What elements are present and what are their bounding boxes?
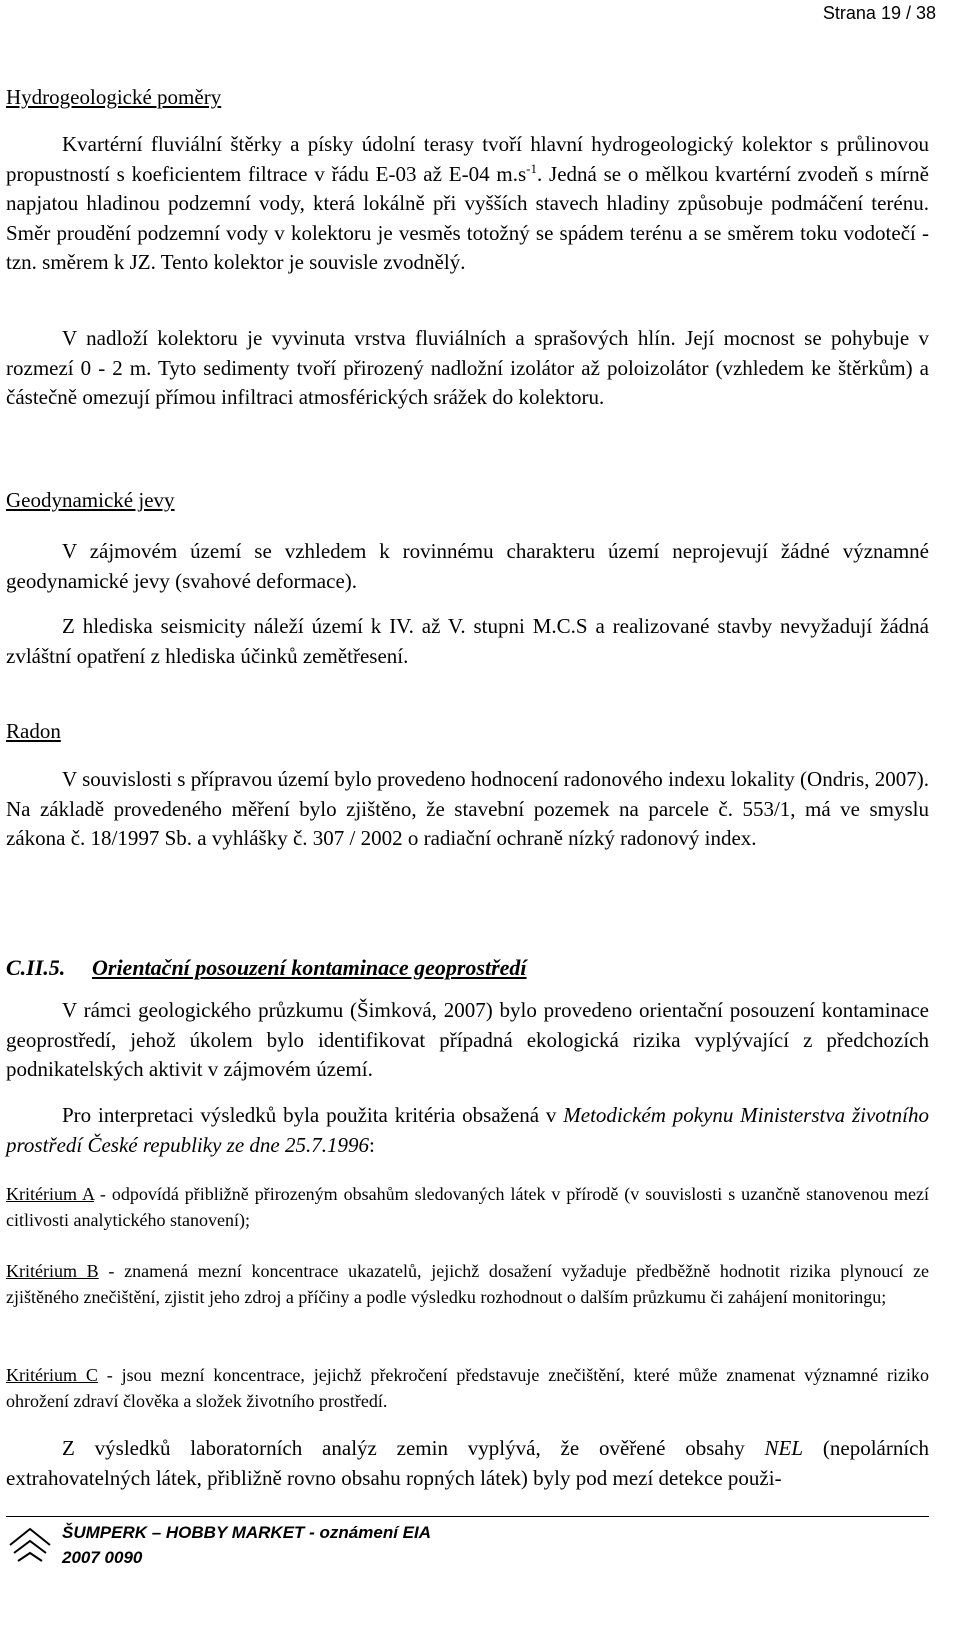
footer-divider [6, 1516, 929, 1517]
page-number: Strana 19 / 38 [822, 3, 936, 23]
paragraph-radon: V souvislosti s přípravou území bylo provedeno hodnocení radonového indexu lokality (Ondris, 2007). Na základě provedeného měření bylo zjištěno, že stavební pozemek na parcele č. 553/1, má ve smyslu zákona č. 18/1997 Sb. a vyhlášky č. 307 / 2002 o radiační ochraně nízký radonový index. [6, 767, 929, 850]
chapter-title: Orientační posouzení kontaminace geoprostředí [92, 955, 527, 980]
criterion-c: Kritérium C - jsou mezní koncentrace, jejichž překročení představuje znečištění, které může znamenat významné riziko ohrožení zdraví člověka a složek životního prostředí. [6, 1365, 929, 1411]
footer-title: ŠUMPERK – HOBBY MARKET - oznámení EIA [62, 1523, 432, 1542]
paragraph-hydrogeology-2: V nadloží kolektoru je vyvinuta vrstva fluviálních a sprašových hlín. Její mocnost se pohybuje v rozmezí 0 - 2 m. Tyto sedimenty tvoří přirozený nadložní izolátor až poloizolátor (vzhledem ke štěrkům) a částečně omezují přímou infiltraci atmosférických srážek do kolektoru. [6, 326, 929, 409]
criterion-c-label: Kritérium C [6, 1365, 98, 1385]
criterion-a-label: Kritérium A [6, 1184, 94, 1204]
criterion-a: Kritérium A - odpovídá přibližně přirozeným obsahům sledovaných látek v přírodě (v souvislosti s uzančně stanovenou mezí citlivosti analytického stanovení); [6, 1184, 930, 1230]
section-heading-geodynamics: Geodynamické jevy [6, 488, 175, 512]
paragraph-hydrogeology-1: Kvartérní fluviální štěrky a písky údolní terasy tvoří hlavní hydrogeologický kolektor s průlinovou propustností s koeficientem filtrace v řádu E-03 až E-04 $m.s^{-1}$. Jedná se o mělkou kvartérní zvodeň s mírně napjatou hladinou podzemní vody, která lokálně při vyšších stavech hladiny způsobuje podmáčení terénu. Směr proudění podzemní vody v kolektoru je vesměs totožný se spádem terénu a se směrem toku vodotečí - tzn. směrem k JZ. Tento kolektor je souvisle zvodnělý. [6, 132, 929, 274]
chapter-heading [6, 955, 527, 981]
paragraph-contamination-2: Pro interpretaci výsledků byla použita kritéria obsažená v Metodickém pokynu Ministerstva životního prostředí České republiky ze dne 25.7.1996: [6, 1103, 929, 1157]
footer [62, 1520, 431, 1570]
section-heading-hydrogeology: Hydrogeologické poměry [6, 85, 222, 109]
company-logo-icon [6, 1521, 54, 1567]
paragraph-geodynamics-2: Z hlediska seismicity náleží území k IV. až V. stupni M.C.S a realizované stavby nevyžadují žádná zvláštní opatření z hlediska účinků zemětřesení. [6, 614, 929, 668]
criterion-b-label: Kritérium B [6, 1261, 99, 1281]
paragraph-geodynamics-1: V zájmovém území se vzhledem k rovinnému charakteru území neprojevují žádné významné geodynamické jevy (svahové deformace). [6, 539, 929, 593]
paragraph-contamination-3: Z výsledků laboratorních analýz zemin vyplývá, že ověřené obsahy NEL (nepolárních extrahovatelných látek, přibližně rovno obsahu ropných látek) byly pod mezí detekce použi- [6, 1436, 929, 1490]
chapter-number: C.II.5. [6, 955, 66, 980]
section-heading-radon: Radon [6, 719, 61, 743]
paragraph-contamination-1: V rámci geologického průzkumu (Šimková, 2007) bylo provedeno orientační posouzení kontaminace geoprostředí, jehož úkolem bylo identifikovat případná ekologická rizika vyplývající z předchozích podnikatelských aktivit v zájmovém území. [6, 998, 929, 1081]
footer-code: 2007 0090 [62, 1548, 143, 1567]
criterion-b: Kritérium B - znamená mezní koncentrace ukazatelů, jejichž dosažení vyžaduje předběžně hodnotit rizika plynoucí ze zjištěného znečištění, zjistit jeho zdroj a příčiny a podle výsledku rozhodnout o dalším průzkumu či zahájení monitoringu; [6, 1261, 929, 1307]
